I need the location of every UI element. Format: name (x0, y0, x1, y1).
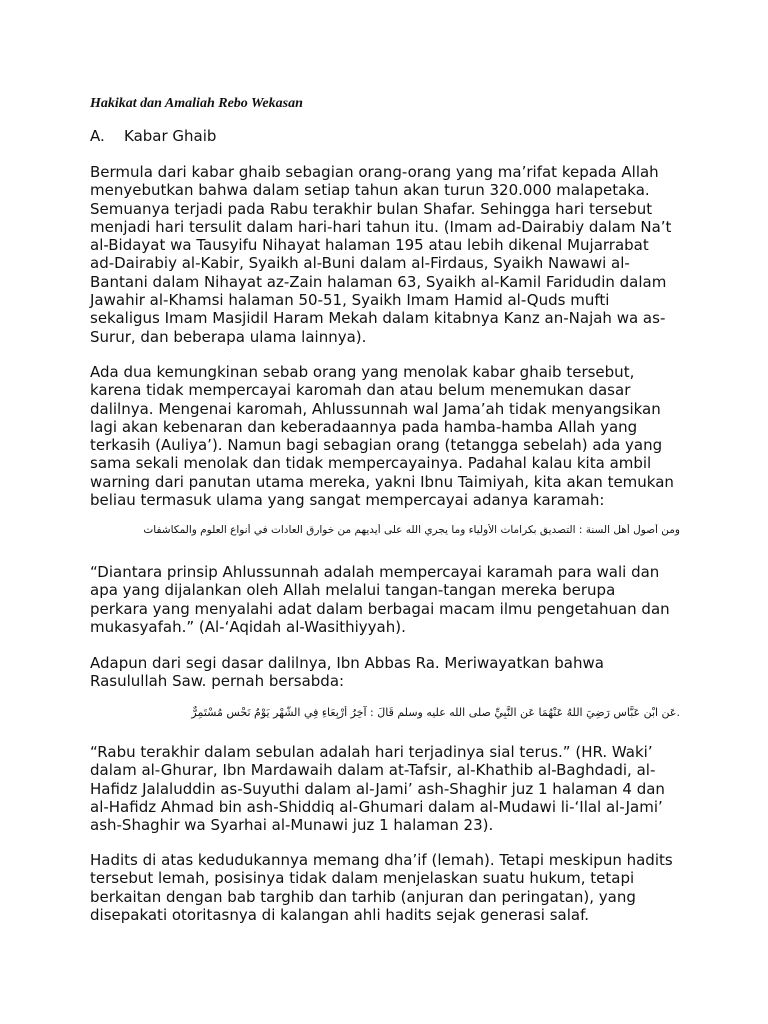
paragraph-line: karena tidak mempercayai karomah dan atau belum menemukan dasar (90, 381, 631, 400)
arabic-hadith: .عَنِ ابْنِ عَبَّاسٍ رَضِيَ اللهُ عَنْهُمَا عَنِ النَّبِيِّ صلى الله عليه وسلم قَالَ : آخِرُ أَرْبِعَاءِ فِي الشَّهْرِ يَوْمُ نَحْسٍ مُسْتَمِرٌّ (191, 706, 680, 719)
paragraph-line: menyebutkan bahwa dalam setiap tahun akan turun 320.000 malapetaka. (90, 181, 650, 200)
paragraph-line: apa yang dijalankan oleh Allah melalui tangan-tangan mereka berupa (90, 581, 616, 600)
paragraph-hadith-status (90, 851, 690, 924)
paragraph-line: terkasih (Auliya’). Namun bagi sebagian orang (tetangga sebelah) ada yang (90, 436, 663, 455)
arabic-quote-ibnu-taimiyah: ومن أصول أهل السنة : التصديق بكرامات الأولياء وما يجري الله على أيديهم من خوارق العادات في أنواع العلوم والمكاشفات (143, 524, 680, 536)
section-heading (90, 127, 216, 145)
paragraph-line: Jawahir al-Khamsi halaman 50-51, Syaikh Imam Hamid al-Quds mufti (90, 291, 610, 310)
paragraph-line: dalilnya. Mengenai karomah, Ahlussunnah wal Jama’ah tidak menyangsikan (90, 399, 661, 418)
paragraph-line: “Diantara prinsip Ahlussunnah adalah mempercayai karamah para wali dan (90, 563, 660, 581)
paragraph-line: ad-Dairabiy al-Kabir, Syaikh al-Buni dalam al-Firdaus, Syaikh Nawawi al- (90, 254, 630, 273)
paragraph-line: Bermula dari kabar ghaib sebagian orang-orang yang ma’rifat kepada Allah (90, 163, 659, 181)
paragraph-line: al-Hafidz Ahmad bin ash-Shiddiq al-Ghumari dalam al-Mudawi li-‘Ilal al-Jami’ (90, 797, 663, 816)
paragraph-hadith-translation (90, 743, 690, 834)
paragraph-line: Surur, dan beberapa ulama lainnya). (90, 327, 367, 346)
paragraph-line: tersebut lemah, posisinya tidak dalam menjelaskan suatu hukum, tetapi (90, 869, 635, 888)
paragraph-line: Adapun dari segi dasar dalilnya, Ibn Abbas Ra. Meriwayatkan bahwa (90, 654, 604, 672)
paragraph-line: mukasyafah.” (Al-‘Aqidah al-Wasithiyyah). (90, 617, 406, 636)
paragraph-dalil (90, 654, 690, 691)
paragraph-line: “Rabu terakhir dalam sebulan adalah hari terjadinya sial terus.” (HR. Waki’ (90, 743, 653, 761)
paragraph-line: ash-Shaghir wa Syarhai al-Munawi juz 1 halaman 23). (90, 816, 494, 835)
paragraph-translation (90, 563, 690, 636)
paragraph-line: disepakati otoritasnya di kalangan ahli hadits sejak generasi salaf. (90, 905, 590, 924)
section-label: Kabar Ghaib (124, 127, 217, 145)
paragraph-kabar-ghaib (90, 163, 690, 346)
paragraph-line: al-Bidayat wa Tausyifu Nihayat halaman 195 atau lebih dikenal Mujarrabat (90, 236, 649, 255)
paragraph-line: Hadits di atas kedudukannya memang dha’if (lemah). Tetapi meskipun hadits (90, 851, 673, 869)
paragraph-line: Bantani dalam Nihayat az-Zain halaman 63, Syaikh al-Kamil Faridudin dalam (90, 272, 667, 291)
section-number: A. (90, 127, 105, 145)
paragraph-line: beliau termasuk ulama yang sangat mempercayai adanya karamah: (90, 491, 605, 510)
paragraph-line: Ada dua kemungkinan sebab orang yang menolak kabar ghaib tersebut, (90, 363, 635, 381)
paragraph-line: lagi akan kebenaran dan keberadaannya pada hamba-hamba Allah yang (90, 417, 638, 436)
paragraph-line: Rasulullah Saw. pernah bersabda: (90, 672, 345, 691)
paragraph-line: warning dari panutan utama mereka, yakni Ibnu Taimiyah, kita akan temukan (90, 472, 674, 491)
paragraph-line: berkaitan dengan bab targhib dan tarhib (anjuran dan peringatan), yang (90, 887, 636, 906)
paragraph-line: Semuanya terjadi pada Rabu terakhir bulan Shafar. Sehingga hari tersebut (90, 199, 653, 218)
paragraph-line: perkara yang menyalahi adat dalam berbagai macam ilmu pengetahuan dan (90, 599, 670, 618)
paragraph-karomah (90, 363, 690, 509)
paragraph-line: Hafidz Jalaluddin as-Suyuthi dalam al-Jami’ ash-Shaghir juz 1 halaman 4 dan (90, 779, 665, 798)
paragraph-line: sama sekali menolak dan tidak mempercayainya. Padahal kalau kita ambil (90, 454, 652, 473)
paragraph-line: dalam al-Ghurar, Ibn Mardawaih dalam at-Tafsir, al-Khathib al-Baghdadi, al- (90, 761, 656, 780)
paragraph-line: sekaligus Imam Masjidil Haram Mekah dalam kitabnya Kanz an-Najah wa as- (90, 309, 666, 328)
document-title: Hakikat dan Amaliah Rebo Wekasan (90, 96, 303, 111)
paragraph-line: menjadi hari tersulit dalam hari-hari tahun itu. (Imam ad-Dairabiy dalam Na’t (90, 217, 672, 236)
